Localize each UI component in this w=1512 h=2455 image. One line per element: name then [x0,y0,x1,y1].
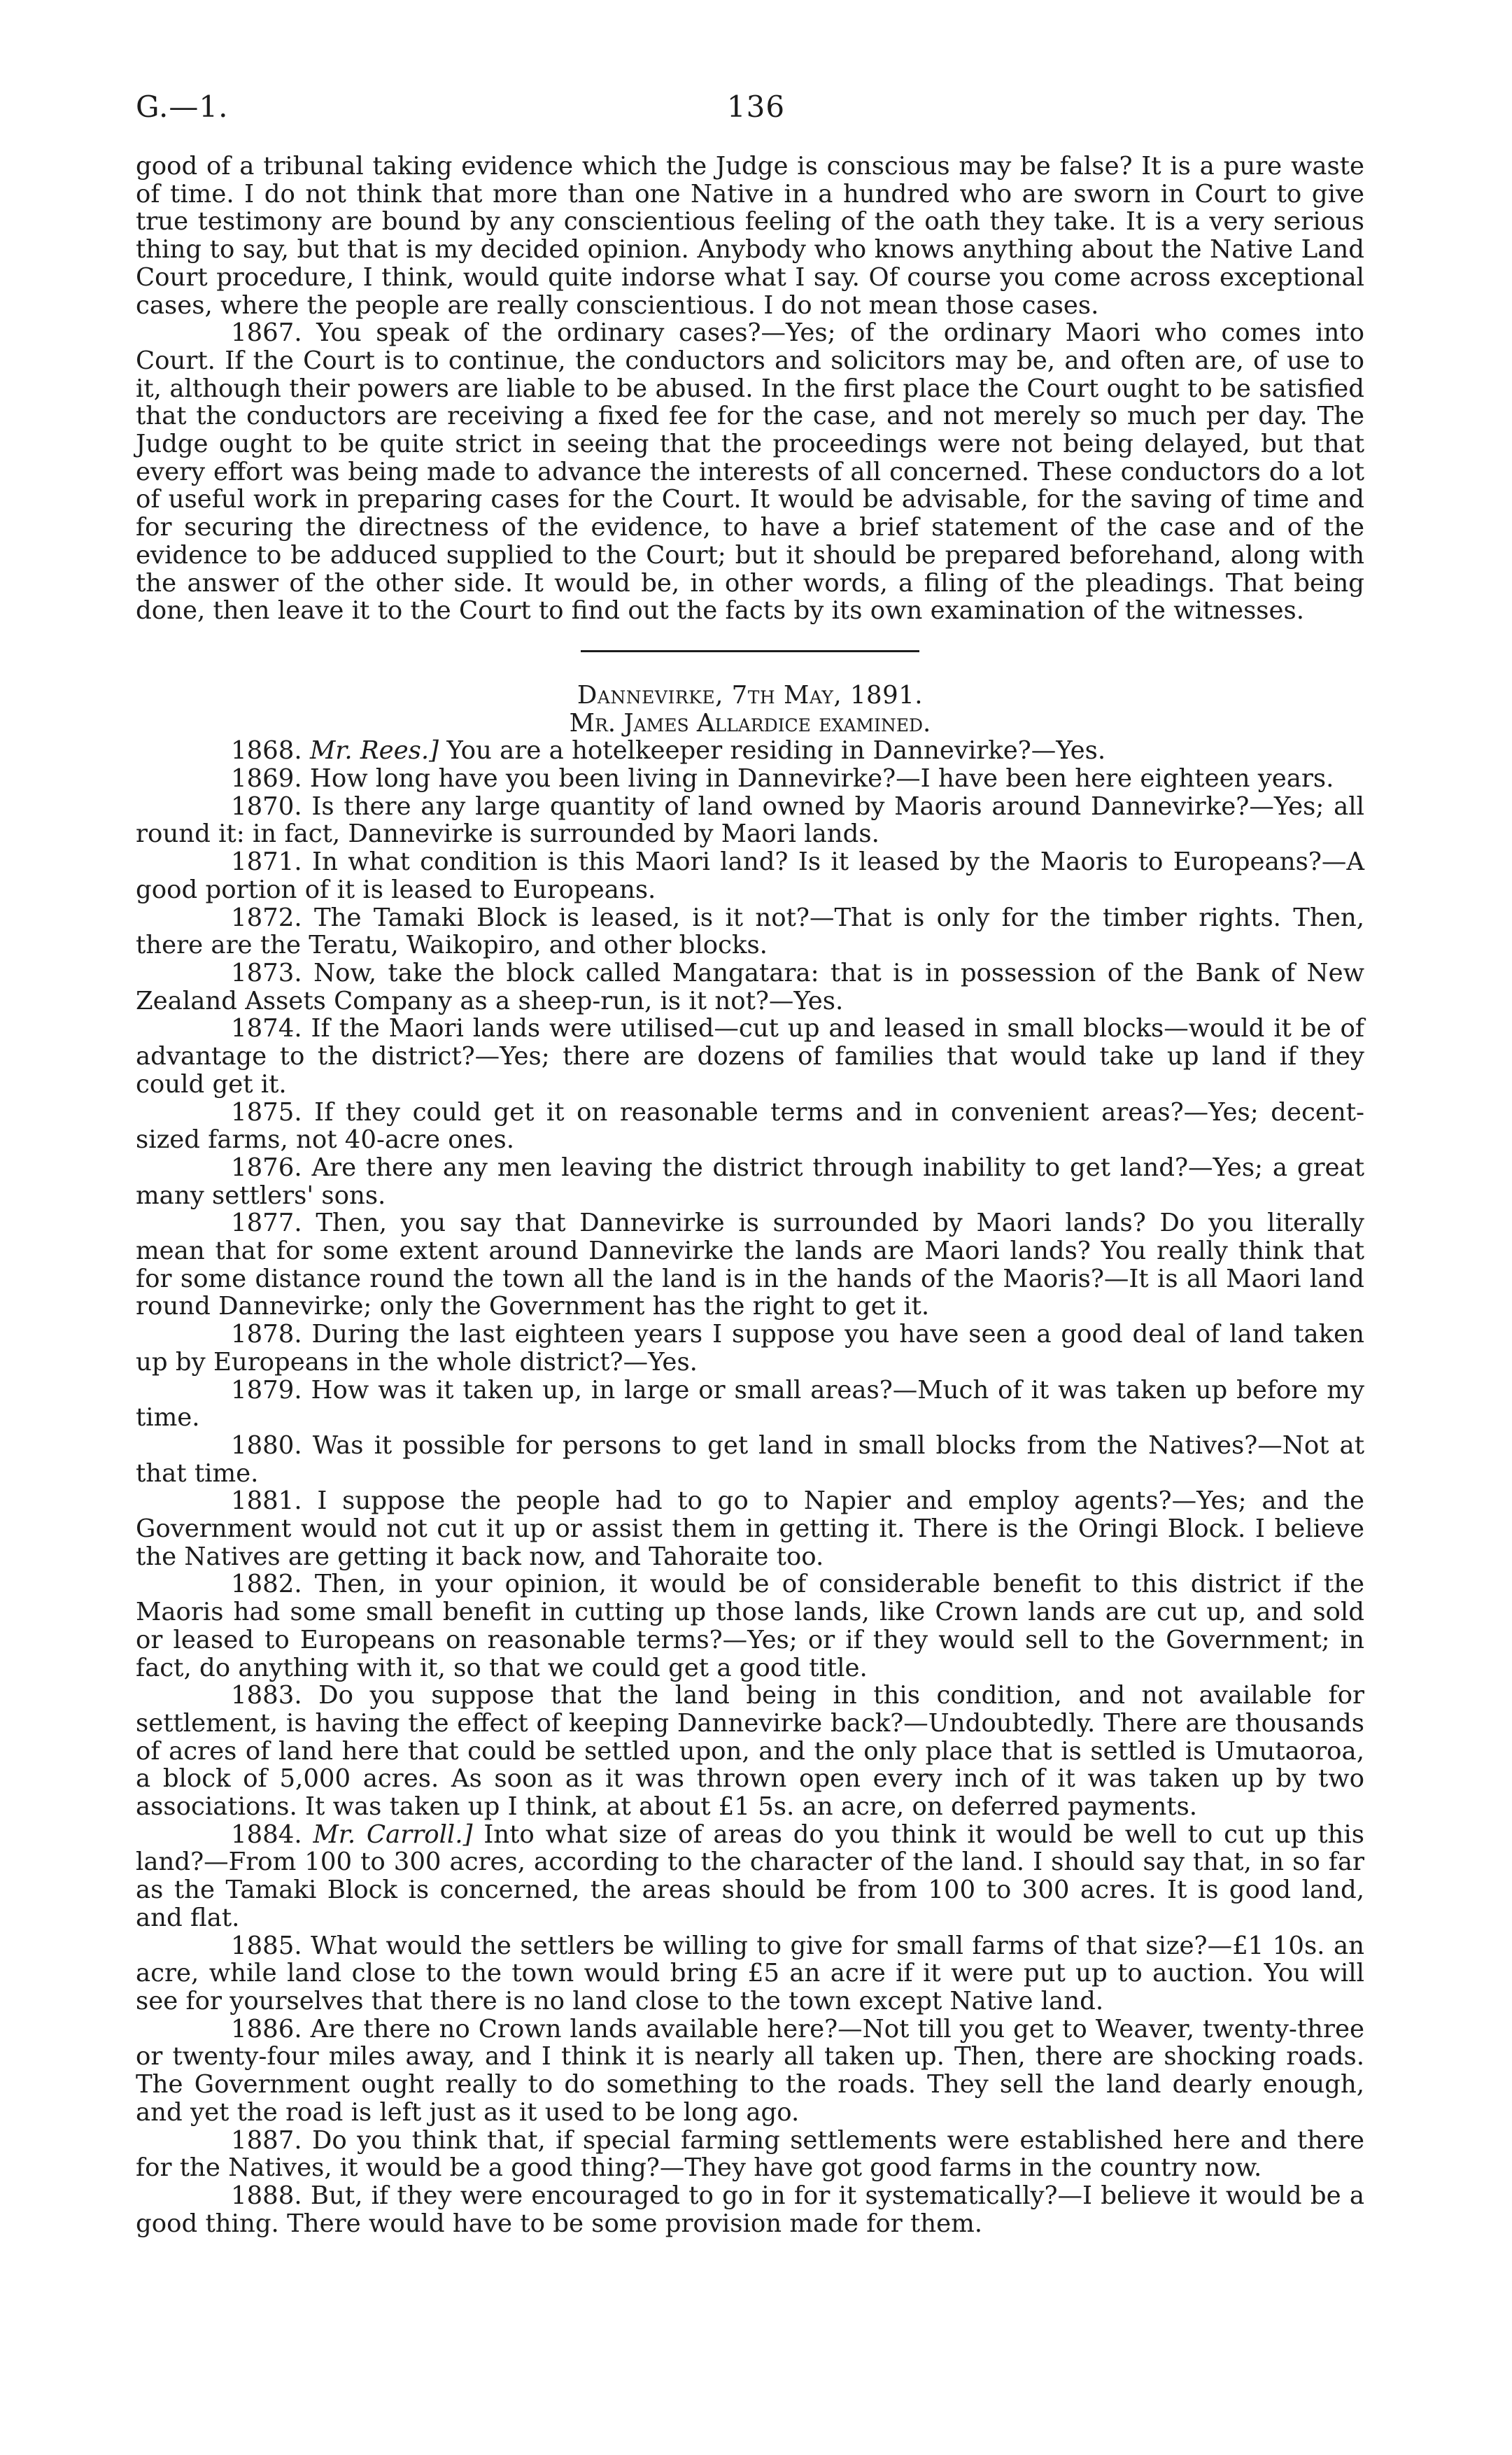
section-witness: Mr. James Allardice examined. [569,708,931,738]
question-number: 1868. [231,736,302,766]
question-text: Into what size of areas do you think it would be well to cut up this land?—From 100 to 300 acres, according to the character of the land. I should say that, in so far as the Tamaki Block is concerned, the areas should be from 100 to 300 acres. It is good land, and flat. [136,1820,1364,1932]
body-text [136,153,1364,2237]
question-1878: 1878. During the last eighteen years I suppose you have seen a good deal of land taken up by Europeans in the whole district?—Yes. [136,1320,1364,1377]
question-1881: 1881. I suppose the people had to go to Napier and employ agents?—Yes; and the Government would not cut it up or assist them in getting it. There is the Oringi Block. I believe the Natives are getting it back now, and Tahoraite too. [136,1486,1364,1571]
question-number: 1884. [231,1820,302,1849]
section-divider [581,650,919,652]
question-1880: 1880. Was it possible for persons to get land in small blocks from the Natives?—Not at that time. [136,1430,1364,1488]
question-1887: 1887. Do you think that, if special farming settlements were established here and there for the Natives, it would be a good thing?—They have got good farms in the country now. [136,2125,1364,2183]
question-1870: 1870. Is there any large quantity of land owned by Maoris around Dannevirke?—Yes; all round it: in fact, Dannevirke is surrounded by Maori lands. [136,792,1364,849]
question-1877: 1877. Then, you say that Dannevirke is surrounded by Maori lands? Do you literally mean that for some extent around Dannevirke the lands are Maori lands? You really think that for some distance round the town all the land is in the hands of the Maoris?—It is all Maori land round Dannevirke; only the Government has the right to get it. [136,1209,1364,1321]
question-1885: 1885. What would the settlers be willing to give for small farms of that size?—£1 10s. an acre, while land close to the town would bring £5 an acre if it were put up to auction. You will see for yourselves that there is no land close to the town except Native land. [136,1931,1364,2016]
question-1874: 1874. If the Maori lands were utilised—cut up and leased in small blocks—would it be of advantage to the district?—Yes; there are dozens of families that would take up land if they could get it. [136,1014,1364,1099]
page-number: 136 [726,90,786,124]
question-text: You are a hotelkeeper residing in Dannevirke?—Yes. [439,736,1106,766]
question-1884 [136,1821,1364,1932]
question-1873: 1873. Now, take the block called Mangatara: that is in possession of the Bank of New Zealand Assets Company as a sheep-run, is it not?—Yes. [136,958,1364,1015]
speaker-name: Mr. Rees.] [309,736,439,766]
question-1886: 1886. Are there no Crown lands available here?—Not till you get to Weaver, twenty-three or twenty-four miles away, and I think it is nearly all taken up. Then, there are shocking roads. The Government ought really to do something to the roads. They sell the land dearly enough, and yet the road is left just as it used to be long ago. [136,2014,1364,2127]
question-1871: 1871. In what condition is this Maori land? Is it leased by the Maoris to Europeans?—A good portion of it is leased to Europeans. [136,847,1364,904]
question-1882: 1882. Then, in your opinion, it would be of considerable benefit to this district if the Maoris had some small benefit in cutting up those lands, like Crown lands are cut up, and sold or leased to Europeans on reasonable terms?—Yes; or if they would sell to the Government; in fact, do anything with it, so that we could get a good title. [136,1570,1364,1682]
speaker-name: Mr. Carroll.] [313,1820,473,1849]
series-reference: G.—1. [136,90,229,124]
question-1879: 1879. How was it taken up, in large or small areas?—Much of it was taken up before my time. [136,1375,1364,1433]
question-1876: 1876. Are there any men leaving the district through inability to get land?—Yes; a great many settlers' sons. [136,1153,1364,1210]
paragraph-continued: good of a tribunal taking evidence which the Judge is conscious may be false? It is a pure waste of time. I do not think that more than one Native in a hundred who are sworn in Court to give true testimony are bound by any conscientious feeling of the oath they take. It is a very serious thing to say, but that is my decided opinion. Anybody who knows anything about the Native Land Court procedure, I think, would quite indorse what I say. Of course you come across exceptional cases, where the people are really conscientious. I do not mean those cases. [136,152,1364,320]
question-1869: 1869. How long have you been living in Dannevirke?—I have been here eighteen years. [231,764,1334,794]
section-place-date: Dannevirke, 7th May, 1891. [577,680,924,710]
page-header [136,90,1376,132]
question-1872: 1872. The Tamaki Block is leased, is it not?—That is only for the timber rights. Then, there are the Teratu, Waikopiro, and other blocks. [136,903,1364,960]
question-1883: 1883. Do you suppose that the land being in this condition, and not available for settlement, is having the effect of keeping Dannevirke back?—Undoubtedly. There are thousands of acres of land here that could be settled upon, and the only place that is settled is Umutaoroa, a block of 5,000 acres. As soon as it was thrown open every inch of it was taken up by two associations. It was taken up I think, at about £1 5s. an acre, on deferred payments. [136,1681,1364,1822]
question-1875: 1875. If they could get it on reasonable terms and in convenient areas?—Yes; decent-sized farms, not 40-acre ones. [136,1097,1364,1155]
paragraph-1867: 1867. You speak of the ordinary cases?—Yes; of the ordinary Maori who comes into Court. If the Court is to continue, the conductors and solicitors may be, and often are, of use to it, although their powers are liable to be abused. In the first place the Court ought to be satisfied that the conductors are receiving a fixed fee for the case, and not merely so much per day. The Judge ought to be quite strict in seeing that the proceedings were not being delayed, but that every effort was being made to advance the interests of all concerned. These conductors do a lot of useful work in preparing cases for the Court. It would be advisable, for the saving of time and for securing the directness of the evidence, to have a brief statement of the case and of the evidence to be adduced supplied to the Court; but it should be prepared beforehand, along with the answer of the other side. It would be, in other words, a filing of the pleadings. That being done, then leave it to the Court to find out the facts by its own examination of the witnesses. [136,318,1364,626]
question-1868 [136,737,1364,765]
question-1888: 1888. But, if they were encouraged to go in for it systematically?—I believe it would be a good thing. There would have to be some provision made for them. [136,2181,1364,2238]
